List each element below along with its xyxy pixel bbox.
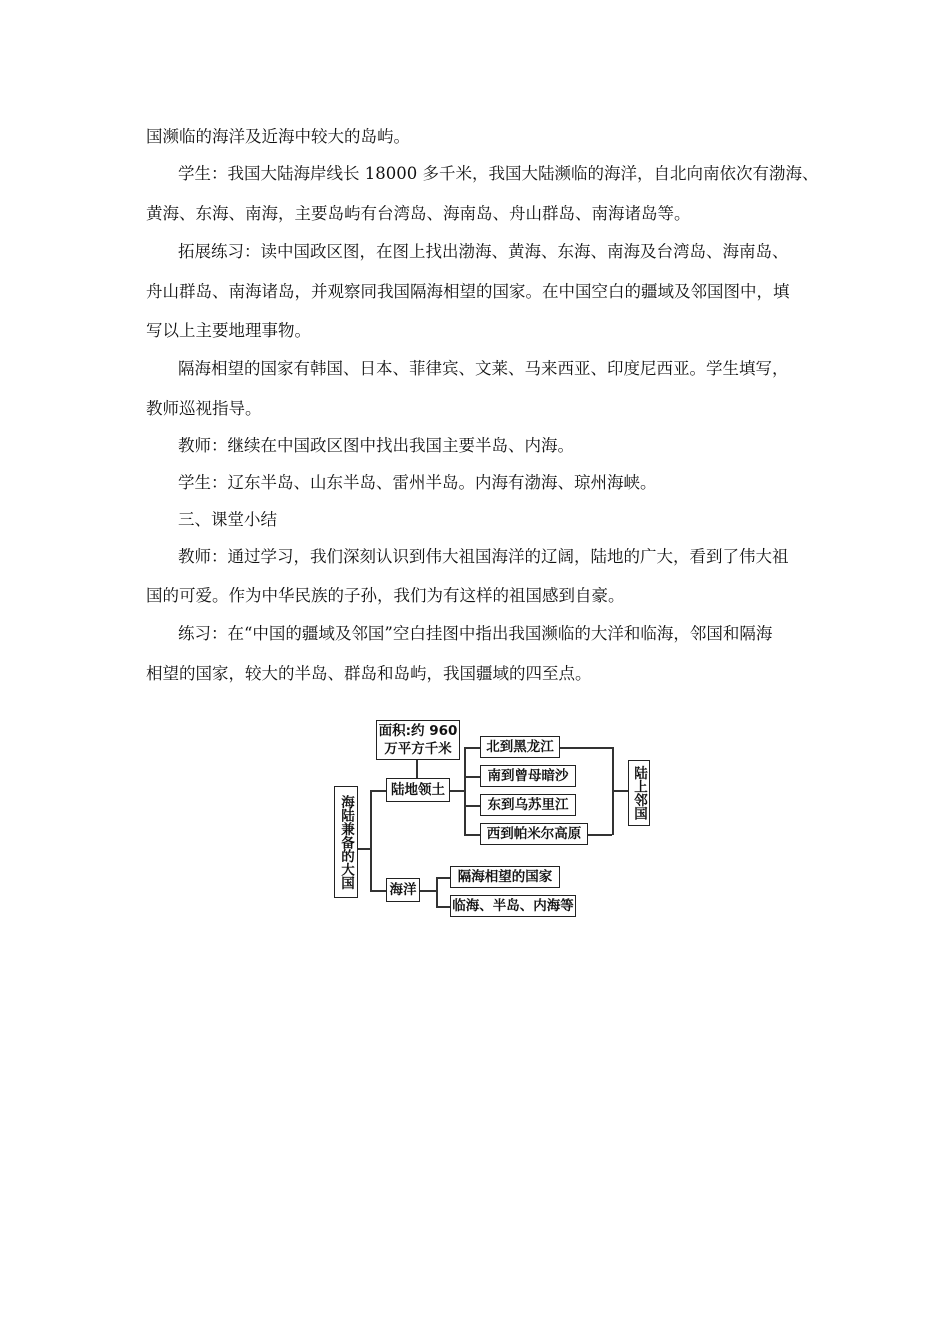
- connector-line: [464, 747, 466, 835]
- connector-line: [450, 790, 464, 792]
- paragraph-line: 学生：我国大陆海岸线长 18000 多千米，我国大陆濒临的海洋，自北向南依次有渤海、: [178, 164, 819, 183]
- south-box: 南到曾母暗沙: [480, 765, 576, 787]
- ocean-box: 海洋: [386, 878, 420, 902]
- paragraph-line: 舟山群岛、南海诸岛，并观察同我国隔海相望的国家。在中国空白的疆域及邻国图中，填: [146, 282, 790, 301]
- connector-line: [420, 890, 436, 892]
- connector-line: [464, 834, 480, 836]
- area-line-2: 万平方千米: [384, 741, 452, 757]
- connector-line: [464, 805, 480, 807]
- paragraph-line: 写以上主要地理事物。: [146, 321, 311, 340]
- paragraph-line: 国濒临的海洋及近海中较大的岛屿。: [146, 127, 410, 146]
- north-box: 北到黑龙江: [480, 736, 560, 758]
- west-box: 西到帕米尔高原: [480, 823, 588, 845]
- connector-line: [612, 790, 628, 792]
- sea-neighbors-box: 隔海相望的国家: [450, 866, 560, 888]
- paragraph-line: 黄海、东海、南海，主要岛屿有台湾岛、海南岛、舟山群岛、南海诸岛等。: [146, 204, 691, 223]
- paragraph-line: 学生：辽东半岛、山东半岛、雷州半岛。内海有渤海、琼州海峡。: [178, 473, 657, 492]
- connector-line: [370, 890, 386, 892]
- seas-box: 临海、半岛、内海等: [450, 895, 576, 917]
- connector-line: [464, 747, 480, 749]
- paragraph-line: 隔海相望的国家有韩国、日本、菲律宾、文莱、马来西亚、印度尼西亚。学生填写，: [178, 359, 789, 378]
- paragraph-line: 练习：在“中国的疆域及邻国”空白挂图中指出我国濒临的大洋和临海，邻国和隔海: [178, 624, 773, 643]
- connector-line: [356, 848, 370, 850]
- connector-line: [464, 776, 480, 778]
- paragraph-line: 拓展练习：读中国政区图，在图上找出渤海、黄海、东海、南海及台湾岛、海南岛、: [178, 242, 789, 261]
- connector-line: [436, 906, 450, 908]
- connector-line: [436, 877, 450, 879]
- connector-line: [436, 877, 438, 907]
- paragraph-line: 国的可爱。作为中华民族的子孙，我们为有这样的祖国感到自豪。: [146, 586, 625, 605]
- area-line-1: 面积:约 960: [378, 723, 458, 739]
- paragraph-line: 教师：通过学习，我们深刻认识到伟大祖国海洋的辽阔，陆地的广大，看到了伟大祖: [178, 547, 789, 566]
- concept-diagram: [330, 712, 647, 928]
- section-heading: 三、课堂小结: [178, 510, 277, 529]
- neighbors-box: 陆上邻国: [628, 760, 650, 826]
- connector-line: [588, 834, 612, 836]
- land-box: 陆地领土: [386, 778, 450, 802]
- east-box: 东到乌苏里江: [480, 794, 576, 816]
- connector-line: [370, 790, 372, 891]
- area-box: [376, 720, 460, 760]
- paragraph-line: 教师巡视指导。: [146, 399, 262, 418]
- root-box: 海陆兼备的大国: [334, 786, 358, 898]
- paragraph-line: 教师：继续在中国政区图中找出我国主要半岛、内海。: [178, 436, 574, 455]
- connector-line: [560, 747, 612, 749]
- paragraph-line: 相望的国家，较大的半岛、群岛和岛屿，我国疆域的四至点。: [146, 664, 592, 683]
- connector-line: [370, 790, 386, 792]
